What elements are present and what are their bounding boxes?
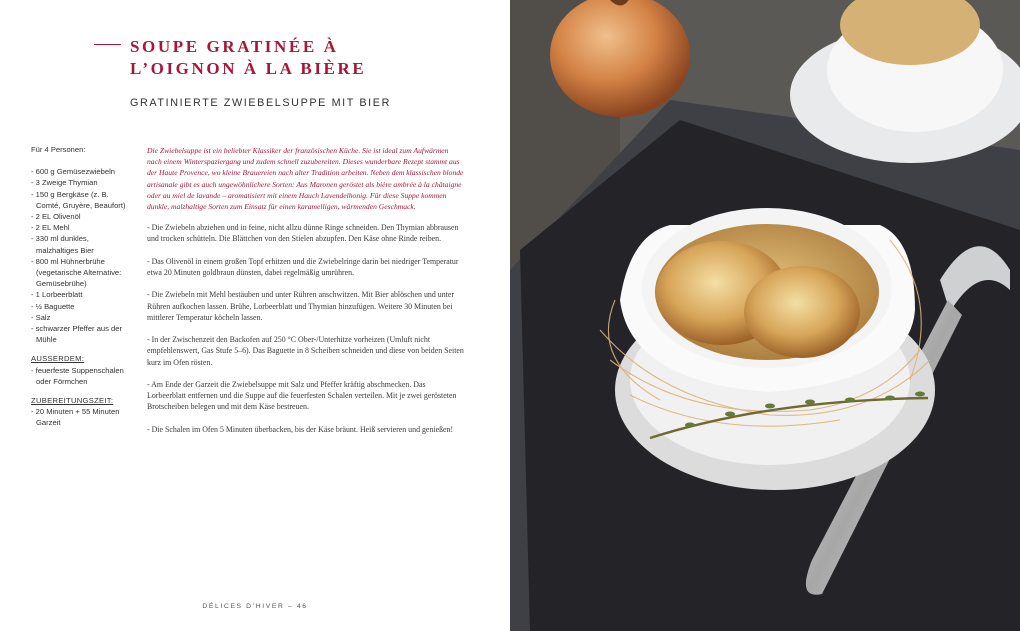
toasted-bread-right <box>744 266 860 358</box>
ingredient-item: - 1 Lorbeerblatt <box>31 290 83 300</box>
extras-heading: AUSSERDEM: <box>31 354 85 364</box>
ingredient-list <box>31 166 131 345</box>
step-item: - Das Olivenöl in einem großen Topf erhitzen und die Zwiebelringe darin bei niedriger Temperatur etwa 20 Minuten goldbraun dünsten, dabei regelmäßig umrühren. <box>147 256 459 278</box>
method-column <box>147 145 465 446</box>
ingredients-column <box>31 144 131 429</box>
extras-list <box>31 365 131 387</box>
recipe-title-line-1: SOUPE GRATINÉE À <box>130 37 339 56</box>
extras-item: - feuerfeste Suppenschalen oder Förmchen <box>31 365 124 386</box>
prep-time-list <box>31 406 131 428</box>
ingredient-item: - 3 Zweige Thymian <box>31 178 98 188</box>
recipe-title-line-2: L’OIGNON À LA BIÈRE <box>130 59 367 78</box>
prep-time-heading: ZUBEREITUNGSZEIT: <box>31 396 114 406</box>
ingredient-item: - 2 EL Olivenöl <box>31 212 81 222</box>
food-photo <box>510 0 1020 631</box>
recipe-subtitle: GRATINIERTE ZWIEBELSUPPE MIT BIER <box>130 97 391 109</box>
ingredient-item: - 800 ml Hühnerbrühe (vegetarische Alternative: Gemüsebrühe) <box>31 256 122 289</box>
ingredient-item: - 2 EL Mehl <box>31 223 70 233</box>
page-footer: DÉLICES D’HIVER – 46 <box>202 603 308 610</box>
ingredient-item: - 150 g Bergkäse (z. B. Comté, Gruyère, Beaufort) <box>31 189 126 210</box>
servings-label: Für 4 Personen: <box>31 145 86 154</box>
ingredient-item: - ½ Baguette <box>31 301 75 311</box>
title-rule <box>94 44 121 45</box>
ingredient-item: - schwarzer Pfeffer aus der Mühle <box>31 324 123 345</box>
ingredient-item: - 600 g Gemüsezwiebeln <box>31 167 115 177</box>
step-list <box>147 222 465 435</box>
step-item: - Die Zwiebeln mit Mehl bestäuben und unter Rühren anschwitzen. Mit Bier ablöschen und unter Rühren aufkochen lassen. Brühe, Lorbeerblatt und Thymian hinzufügen. Weitere 30 Minuten bei mittlerer Temperatur köcheln lassen. <box>147 290 454 322</box>
onion-soup-photo <box>510 0 1020 631</box>
ingredient-item: - 330 ml dunkles, malzhaltiges Bier <box>31 234 94 255</box>
recipe-title <box>130 36 490 80</box>
prep-time-item: - 20 Minuten + 55 Minuten Garzeit <box>31 407 120 428</box>
ingredient-item: - Salz <box>31 312 51 322</box>
step-item: - In der Zwischenzeit den Backofen auf 250 °C Ober-/Unterhitze vorheizen (Umluft nicht empfehlenswert, Gas Stufe 5–6). Das Baguette in 8 Scheiben schneiden und diese von beiden Seiten kurz im Ofen rösten. <box>147 335 464 367</box>
step-item: - Die Zwiebeln abziehen und in feine, nicht allzu dünne Ringe schneiden. Den Thymian abbrausen und trocken schütteln. Die Blättchen von den Stielen abzupfen. Den Käse ohne Rinde reiben. <box>147 223 459 244</box>
recipe-intro: Die Zwiebelsuppe ist ein beliebter Klassiker der französischen Küche. Sie ist ideal zum Aufwärmen nach einem Winterspaziergang und zudem schnell zuzubereiten. Dieses wunderbare Rezept stammt aus der Haute Provence, wo kleine Brauereien nach alter Tradition arbeiten. Neben dem klassischen blonde artisanale gibt es auch ungewöhnlichere Sorten: Aus Maronen geröstet als bière ambrée à la châtaigne oder au miel de lavande – aromatisiert mit einem Hauch Lavendelhonig. Für diese Suppe kommen dunkle, malzhaltige Sorten zum Einsatz für einen karamelligen, wärmenden Geschmack. <box>147 146 464 212</box>
step-item: - Die Schalen im Ofen 5 Minuten überbacken, bis der Käse bräunt. Heiß servieren und genießen! <box>147 424 454 434</box>
step-item: - Am Ende der Garzeit die Zwiebelsuppe mit Salz und Pfeffer kräftig abschmecken. Das Lorbeerblatt entfernen und die Suppe auf die feuerfesten Schalen verteilen. Mit je zwei gerösteten Brotscheiben belegen und mit dem Käse bestreuen. <box>147 380 457 412</box>
